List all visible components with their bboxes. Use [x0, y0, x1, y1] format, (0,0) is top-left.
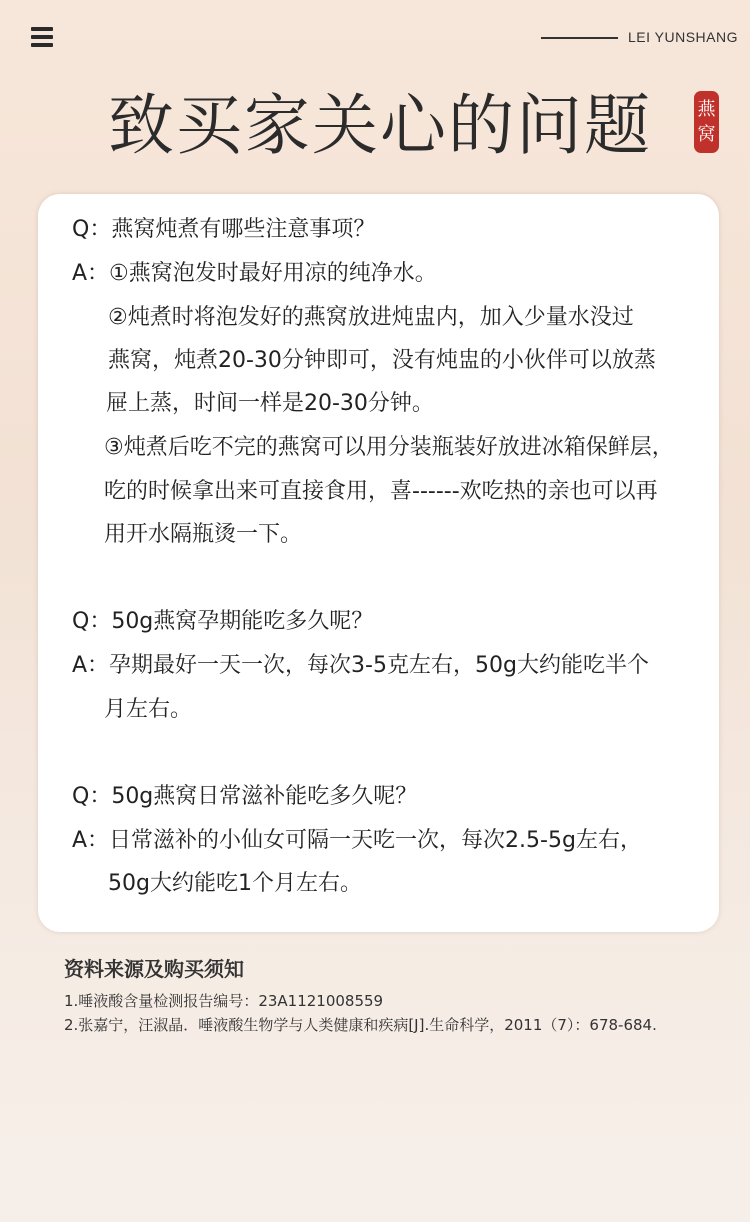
- answer-1-line-1: A：①燕窝泡发时最好用凉的纯净水。: [72, 261, 437, 286]
- question-3: Q：50g燕窝日常滋补能吃多久呢？: [72, 784, 418, 809]
- brand-divider: [541, 37, 618, 39]
- sources-title: 资料来源及购买须知: [64, 957, 244, 981]
- page-title: 致买家关心的问题: [108, 87, 652, 164]
- answer-1-line-4: 屉上蒸，时间一样是20-30分钟。: [106, 391, 434, 416]
- question-1: Q：燕窝炖煮有哪些注意事项？: [72, 217, 376, 242]
- answer-1-line-3: 燕窝，炖煮20-30分钟即可，没有炖盅的小伙伴可以放蒸: [108, 348, 656, 373]
- answer-2-line-2: 月左右。: [104, 697, 193, 722]
- answer-2-line-1: A：孕期最好一天一次，每次3-5克左右，50g大约能吃半个: [72, 653, 649, 678]
- source-item-1: 1.唾液酸含量检测报告编号：23A1121008559: [64, 992, 384, 1010]
- answer-3-line-1: A：日常滋补的小仙女可隔一天吃一次，每次2.5-5g左右，: [72, 828, 642, 853]
- answer-1-line-6: 吃的时候拿出来可直接食用，喜------欢吃热的亲也可以再: [104, 479, 658, 504]
- answer-1-line-5: ③炖煮后吃不完的燕窝可以用分装瓶装好放进冰箱保鲜层，: [104, 435, 674, 460]
- question-2: Q：50g燕窝孕期能吃多久呢？: [72, 609, 374, 634]
- source-item-2: 2.张嘉宁，汪淑晶．唾液酸生物学与人类健康和疾病[J].生命科学，2011（7）：678-684.: [64, 1016, 657, 1034]
- seal-badge: 燕窝: [694, 91, 719, 153]
- answer-1-line-7: 用开水隔瓶烫一下。: [104, 522, 303, 547]
- menu-icon[interactable]: [31, 27, 53, 47]
- answer-3-line-2: 50g大约能吃1个月左右。: [108, 871, 362, 896]
- brand-name: LEI YUNSHANG: [628, 29, 738, 45]
- answer-1-line-2: ②炖煮时将泡发好的燕窝放进炖盅内，加入少量水没过: [108, 305, 634, 330]
- qa-card: [38, 194, 719, 932]
